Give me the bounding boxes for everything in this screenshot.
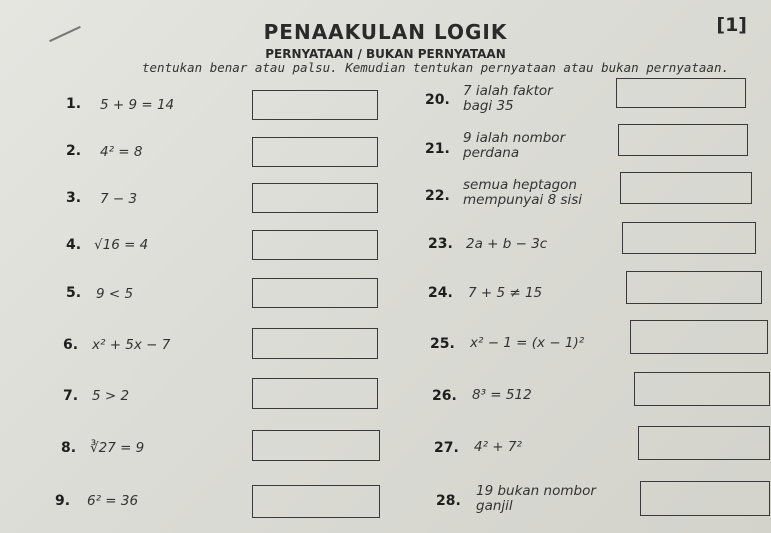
worksheet-title: PENAAKULAN LOGIK [263, 20, 508, 44]
answer-box[interactable] [252, 485, 380, 518]
question-number: 28. [436, 493, 461, 509]
question-expression: x² − 1 = (x − 1)² [470, 335, 585, 351]
question-expression: 19 bukan nombor ganjil [476, 483, 596, 514]
question-number: 21. [425, 141, 450, 157]
answer-box[interactable] [634, 372, 770, 406]
answer-box[interactable] [638, 426, 770, 460]
question-number: 2. [66, 143, 82, 159]
question-expression: 5 + 9 = 14 [100, 97, 175, 113]
question-expression: 8³ = 512 [472, 387, 532, 403]
question-expression: 4² + 7² [474, 439, 522, 455]
answer-box[interactable] [252, 430, 380, 461]
answer-box[interactable] [616, 78, 746, 108]
question-expression: 7 + 5 ≠ 15 [468, 285, 543, 301]
question-expression: x² + 5x − 7 [92, 337, 171, 353]
question-expression: 5 > 2 [92, 388, 130, 404]
question-expression: 2a + b − 3c [466, 236, 548, 252]
question-expression: 7 ialah faktor bagi 35 [463, 83, 553, 114]
answer-box[interactable] [252, 328, 378, 359]
question-number: 23. [428, 236, 453, 252]
answer-box[interactable] [622, 222, 756, 254]
question-expression: 9 ialah nombor perdana [463, 130, 566, 161]
question-number: 4. [66, 237, 82, 253]
question-number: 3. [66, 190, 82, 206]
answer-box[interactable] [252, 378, 378, 409]
question-number: 26. [432, 388, 457, 404]
answer-box[interactable] [620, 172, 752, 204]
instruction-text: tentukan benar atau palsu. Kemudian tentukan pernyataan atau bukan pernyataan. [142, 60, 729, 75]
question-number: 20. [425, 92, 450, 108]
answer-box[interactable] [252, 183, 378, 213]
answer-box[interactable] [618, 124, 748, 156]
answer-box[interactable] [640, 481, 770, 516]
question-expression: √16 = 4 [94, 237, 149, 253]
answer-box[interactable] [252, 230, 378, 260]
question-number: 9. [55, 493, 71, 509]
question-expression: 4² = 8 [100, 144, 143, 160]
question-number: 27. [434, 440, 459, 456]
worksheet-subtitle: PERNYATAAN / BUKAN PERNYATAAN [265, 47, 506, 61]
question-number: 22. [425, 188, 450, 204]
answer-box[interactable] [252, 90, 378, 120]
page-number: [1] [716, 14, 747, 36]
question-expression: 6² = 36 [87, 493, 139, 509]
question-number: 6. [63, 337, 79, 353]
answer-box[interactable] [626, 271, 762, 304]
question-number: 7. [63, 388, 79, 404]
question-number: 5. [66, 285, 82, 301]
question-number: 24. [428, 285, 453, 301]
question-number: 25. [430, 336, 455, 352]
answer-box[interactable] [252, 137, 378, 167]
question-expression: 9 < 5 [96, 286, 134, 302]
answer-box[interactable] [630, 320, 768, 354]
question-number: 1. [66, 96, 82, 112]
answer-box[interactable] [252, 278, 378, 308]
question-number: 8. [61, 440, 77, 456]
question-expression: semua heptagon mempunyai 8 sisi [463, 177, 583, 208]
question-expression: 7 − 3 [100, 191, 138, 207]
question-expression: ∛27 = 9 [90, 440, 145, 456]
